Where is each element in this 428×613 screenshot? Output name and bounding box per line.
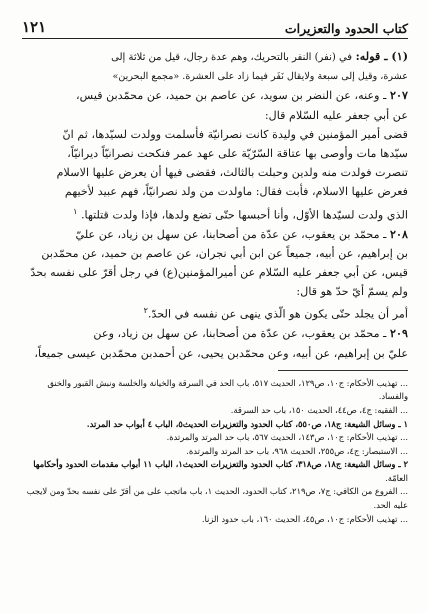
hadith-207-line-3: قضى أمير المؤمنين في وليدة كانت نصرانيّة فأسلمت وولدت لسيّدها، ثم انّ: [62, 127, 408, 141]
footnote-line: العامّة.: [385, 472, 408, 483]
hadith-208-line-1: ـ محمّد بن يعقوب، عن عدّة من أصحابنا، عن سهل بن زياد، عن عليّ: [75, 227, 387, 241]
note-1-source: «مجمع البحرين»: [112, 71, 180, 83]
hadith-208-line-4: ولم يسمّ أيّ حدّ هو قال:: [296, 285, 408, 299]
footnote-line: ١ ـ وسائل الشيعة: ج١٨، ص٥٥٠، كتاب الحدود والتعزيرات الحديث٥، الباب ٤ أبواب حد المرتد.: [86, 418, 408, 429]
footnote-line: ... الاستبصار: ج٤، ص٢٥٥، الحديث ٩٦٨، باب حد المرتد والمرتدة.: [186, 445, 408, 456]
note-1-continuation: عشرة، وقيل إلى سبعة ولايقال نَفَر فيما زاد على العشرة.: [182, 71, 408, 83]
hadith-209-line-2: عليّ بن إبراهيم، عن أبيه، وعن محمّدبن يحيى، عن أحمدبن محمّدبن عيسى جميعاً،: [34, 346, 408, 360]
note-1: [22, 47, 408, 86]
hadith-207-line-2: عن أبي جعفر عليه السّلام قال:: [264, 108, 408, 122]
footnote-marker-2[interactable]: ٢: [143, 306, 148, 316]
footnote-line: ... الفروع من الكافي: ج٧، ص٢١٩، كتاب الحدود، الحديث ١، باب ماتجب على من أقرّ على نفسه بحدّ ومن لايجب: [26, 486, 408, 497]
footnote-line: ٢ ـ وسائل الشيعة: ج١٨، ص٣١٨، كتاب الحدود والتعزيرات الحديث١، الباب ١١ أبواب مقدمات الحدود وأحكامها: [33, 459, 408, 470]
hadith-208: [22, 225, 408, 325]
hadith-208-line-5: أمر أن يجلد حتّى يكون هو الّذي ينهى عن نفسه في الحدّ.: [147, 308, 408, 322]
hadith-207-line-5: تنصرت فولدت منه ولدين وحبلت بالثالث، فقضى فيها أن يعرض عليها الاسلام: [56, 166, 408, 180]
page-header: [22, 14, 408, 39]
page: [22, 14, 408, 606]
hadith-209-line-1: ـ محمّد بن يعقوب، عن عدّة من أصحابنا، عن سهل بن زياد، وعن: [93, 327, 387, 341]
footnote-line: عليه الحد.: [373, 500, 408, 511]
hadith-207-line-6: فعرض عليها الاسلام، فأبت فقال: ماولدت من ولد نصرانيّاً، فهم عبيد لأخيهم: [64, 185, 408, 199]
page-number: ١٢١: [22, 18, 47, 36]
hadith-207-line-4: سيّدها مات وأوصى بها عتاقة السّرّيّة على عهد عمر فنكحت نصرانيّاً ديرانيّاً،: [67, 147, 408, 161]
hadith-number: ٢٠٧: [389, 88, 408, 103]
footnote-line: ... تهذيب الأحكام: ج١٠، ص٤٥، الحديث ١٦٠، باب حدود الزنا.: [201, 513, 408, 524]
hadith-207-line-1: ـ وعنه، عن النضر بن سويد، عن عاصم بن حميد، عن محمّدبن قيس،: [75, 89, 387, 103]
note-1-text: في (نفر) النفر بالتحريك، وهم عدة رجال، قيل من ثلاثة إلى: [111, 52, 353, 63]
footnote-line: ... تهذيب الأحكام: ج١٠، ص١٤٣، الحديث ٥٦٧، باب حد المرتد والمرتدة.: [166, 432, 408, 443]
hadith-207: [22, 86, 408, 224]
main-text: [22, 47, 408, 363]
footnote-divider: [278, 370, 408, 371]
hadith-208-line-2: بن إبراهيم، عن أبيه، جميعاً عن ابن أبي نجران، عن عاصم بن حميد، عن محمّدبن: [41, 246, 408, 260]
footnote-line: ... تهذيب الأحكام: ج١٠، ص١٢٩، الحديث ٥١٧، باب الحد في السرقة والخيانة والخلسة ونبش القبور والخنق: [47, 377, 408, 388]
hadith-208-line-3: قيس، عن أبي جعفر عليه السّلام عن أميرالمؤمنين(ع) في رجل أقرّ على نفسه بحدّ: [30, 265, 408, 279]
footnote-line: ... الفقيه: ج٤، ص٤٤، الحديث ١٥٠، باب حد السرقة.: [230, 404, 408, 415]
hadith-number: ٢٠٩: [389, 326, 408, 341]
footnote-marker-1[interactable]: ١: [73, 206, 78, 216]
hadith-number: ٢٠٨: [389, 226, 408, 241]
note-1-label: (١) ـ قوله:: [355, 49, 408, 63]
hadith-207-line-7: الذي ولدت لسيّدها الأوّل، وأنا أحبسها حتّى تضع ولدها، فإذا ولدت قتلتها.: [80, 208, 408, 222]
running-title: كتاب الحدود والتعزيرات: [284, 21, 408, 36]
footnotes: [22, 377, 408, 527]
footnote-line: والفساد.: [378, 391, 408, 402]
hadith-209: [22, 324, 408, 362]
